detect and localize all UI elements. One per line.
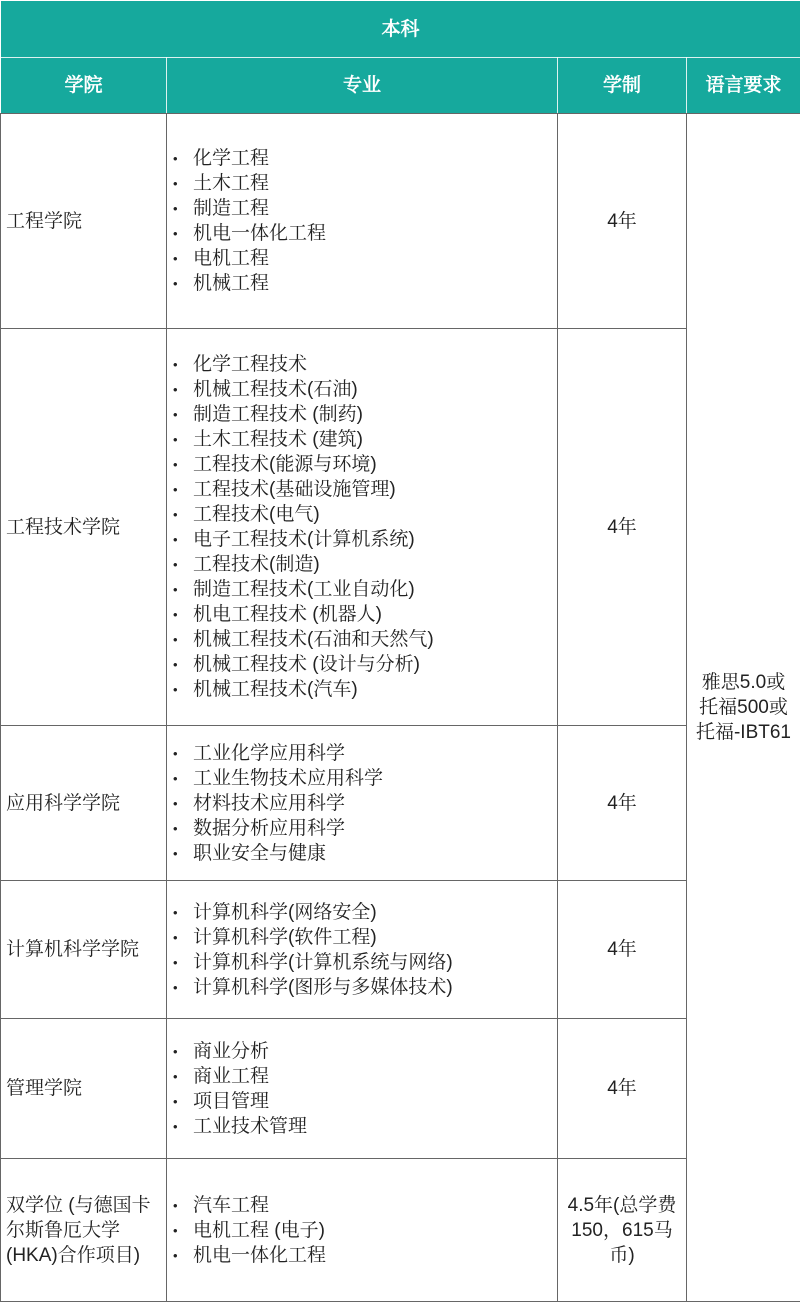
major-item: • 机电工程技术 (机器人)	[193, 602, 557, 627]
table-row	[1, 329, 800, 726]
major-item: • 工业技术管理	[193, 1114, 557, 1139]
duration-value: 4年	[558, 937, 686, 962]
major-item: • 计算机科学(软件工程)	[193, 925, 557, 950]
major-item: • 工程技术(基础设施管理)	[193, 477, 557, 502]
college-cell	[1, 329, 167, 726]
table-row	[1, 881, 800, 1019]
duration-value: 4年	[558, 515, 686, 540]
major-item: • 工程技术(制造)	[193, 552, 557, 577]
major-item: • 土木工程技术 (建筑)	[193, 427, 557, 452]
column-header-duration: 学制	[558, 58, 687, 114]
major-item: • 机电一体化工程	[193, 221, 557, 246]
major-item: • 机械工程技术 (设计与分析)	[193, 652, 557, 677]
college-name-line: 尔斯鲁厄大学	[6, 1218, 162, 1243]
college-cell	[1, 114, 167, 329]
majors-cell	[167, 114, 558, 329]
major-item: • 工程技术(能源与环境)	[193, 452, 557, 477]
duration-value-line: 4.5年(总学费	[558, 1193, 686, 1218]
major-item: • 机械工程技术(石油和天然气)	[193, 627, 557, 652]
major-item: • 机械工程技术(石油)	[193, 377, 557, 402]
duration-cell	[558, 881, 687, 1019]
major-item: • 机械工程技术(汽车)	[193, 677, 557, 702]
majors-list	[167, 1193, 557, 1268]
majors-list	[167, 1039, 557, 1139]
major-item: • 机械工程	[193, 271, 557, 296]
major-item: • 商业分析	[193, 1039, 557, 1064]
header-row	[1, 58, 800, 114]
college-name: 管理学院	[6, 1076, 162, 1101]
table-row	[1, 1019, 800, 1159]
college-name-line: 双学位 (与德国卡	[6, 1193, 162, 1218]
title-row	[1, 1, 800, 58]
college-name: 应用科学学院	[6, 791, 162, 816]
college-name: 工程学院	[6, 209, 162, 234]
duration-cell	[558, 114, 687, 329]
major-item: • 电机工程 (电子)	[193, 1218, 557, 1243]
language-requirement-line: 托福500或	[687, 695, 800, 720]
major-item: • 制造工程	[193, 196, 557, 221]
college-name-line: (HKA)合作项目)	[6, 1243, 162, 1268]
major-item: • 计算机科学(网络安全)	[193, 900, 557, 925]
majors-cell	[167, 726, 558, 881]
duration-value-line: 150，615马	[558, 1218, 686, 1243]
majors-list	[167, 352, 557, 702]
college-cell	[1, 881, 167, 1019]
major-item: • 商业工程	[193, 1064, 557, 1089]
language-requirement-line: 雅思5.0或	[687, 670, 800, 695]
major-item: • 电机工程	[193, 246, 557, 271]
table-row	[1, 114, 800, 329]
duration-cell	[558, 1159, 687, 1302]
majors-cell	[167, 1159, 558, 1302]
duration-value: 4年	[558, 1076, 686, 1101]
duration-value-line: 币)	[558, 1243, 686, 1268]
duration-value: 4年	[558, 209, 686, 234]
column-header-major: 专业	[167, 58, 558, 114]
major-item: • 计算机科学(图形与多媒体技术)	[193, 975, 557, 1000]
major-item: • 材料技术应用科学	[193, 791, 557, 816]
major-item: • 项目管理	[193, 1089, 557, 1114]
major-item: • 电子工程技术(计算机系统)	[193, 527, 557, 552]
language-requirement-line: 托福-IBT61	[687, 720, 800, 745]
column-header-college: 学院	[1, 58, 167, 114]
college-cell	[1, 1019, 167, 1159]
major-item: • 工程技术(电气)	[193, 502, 557, 527]
majors-cell	[167, 329, 558, 726]
major-item: • 机电一体化工程	[193, 1243, 557, 1268]
major-item: • 制造工程技术 (制药)	[193, 402, 557, 427]
majors-cell	[167, 1019, 558, 1159]
college-cell	[1, 1159, 167, 1302]
column-header-language: 语言要求	[687, 58, 800, 114]
majors-list	[167, 741, 557, 866]
majors-list	[167, 146, 557, 296]
college-cell	[1, 726, 167, 881]
major-item: • 制造工程技术(工业自动化)	[193, 577, 557, 602]
major-item: • 数据分析应用科学	[193, 816, 557, 841]
duration-cell	[558, 329, 687, 726]
college-name: 计算机科学学院	[6, 937, 162, 962]
duration-cell	[558, 1019, 687, 1159]
major-item: • 工业化学应用科学	[193, 741, 557, 766]
major-item: • 工业生物技术应用科学	[193, 766, 557, 791]
table-title: 本科	[1, 1, 800, 58]
major-item: • 化学工程技术	[193, 352, 557, 377]
majors-list	[167, 900, 557, 1000]
majors-cell	[167, 881, 558, 1019]
college-name: 工程技术学院	[6, 515, 162, 540]
major-item: • 汽车工程	[193, 1193, 557, 1218]
major-item: • 土木工程	[193, 171, 557, 196]
language-requirement-cell	[687, 114, 800, 1302]
major-item: • 化学工程	[193, 146, 557, 171]
table-row	[1, 726, 800, 881]
major-item: • 职业安全与健康	[193, 841, 557, 866]
table-row	[1, 1159, 800, 1302]
major-item: • 计算机科学(计算机系统与网络)	[193, 950, 557, 975]
duration-cell	[558, 726, 687, 881]
duration-value: 4年	[558, 791, 686, 816]
